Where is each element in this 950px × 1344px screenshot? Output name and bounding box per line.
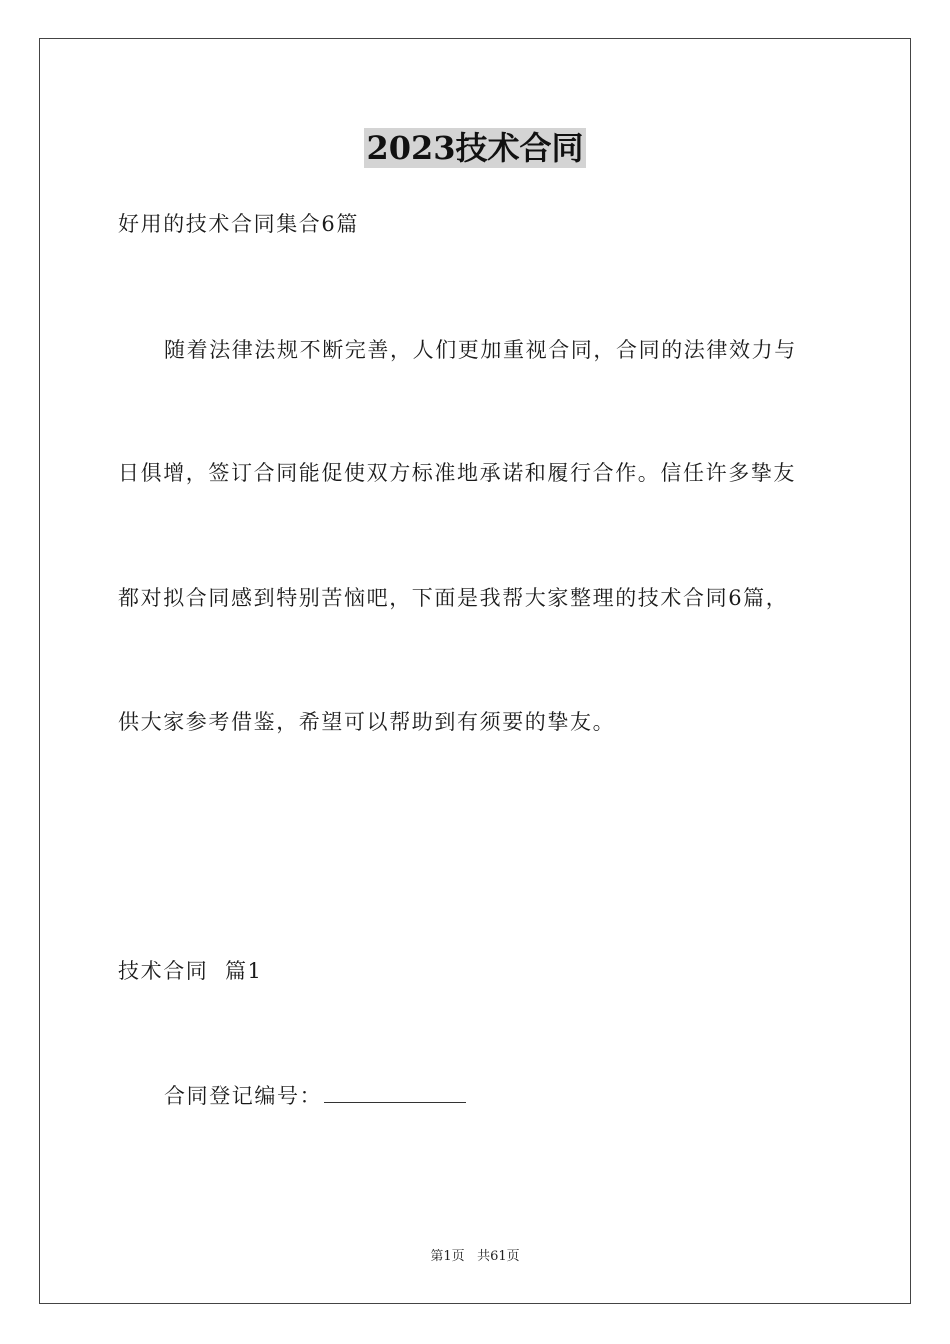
page-total: 共61页 — [477, 1249, 520, 1264]
page-footer — [0, 1248, 950, 1266]
registration-number-blank — [324, 1082, 466, 1103]
intro-line-2: 日俱增，签订合同能促使双方标准地承诺和履行合作。信任许多挚友 — [118, 461, 796, 485]
intro-line-1: 随着法律法规不断完善，人们更加重视合同，合同的法律效力与 — [164, 338, 797, 362]
registration-number-row — [164, 1082, 466, 1110]
page-number: 第1页 — [430, 1249, 465, 1264]
document-subtitle: 好用的技术合同集合6篇 — [118, 212, 359, 236]
registration-number-label: 合同登记编号： — [164, 1084, 323, 1108]
intro-line-4: 供大家参考借鉴，希望可以帮助到有须要的挚友。 — [118, 710, 616, 734]
intro-line-3: 都对拟合同感到特别苦恼吧，下面是我帮大家整理的技术合同6篇， — [118, 586, 789, 610]
section-heading: 技术合同 篇1 — [118, 959, 263, 983]
document-title: 2023技术合同 — [366, 129, 584, 167]
title-container — [0, 128, 950, 168]
